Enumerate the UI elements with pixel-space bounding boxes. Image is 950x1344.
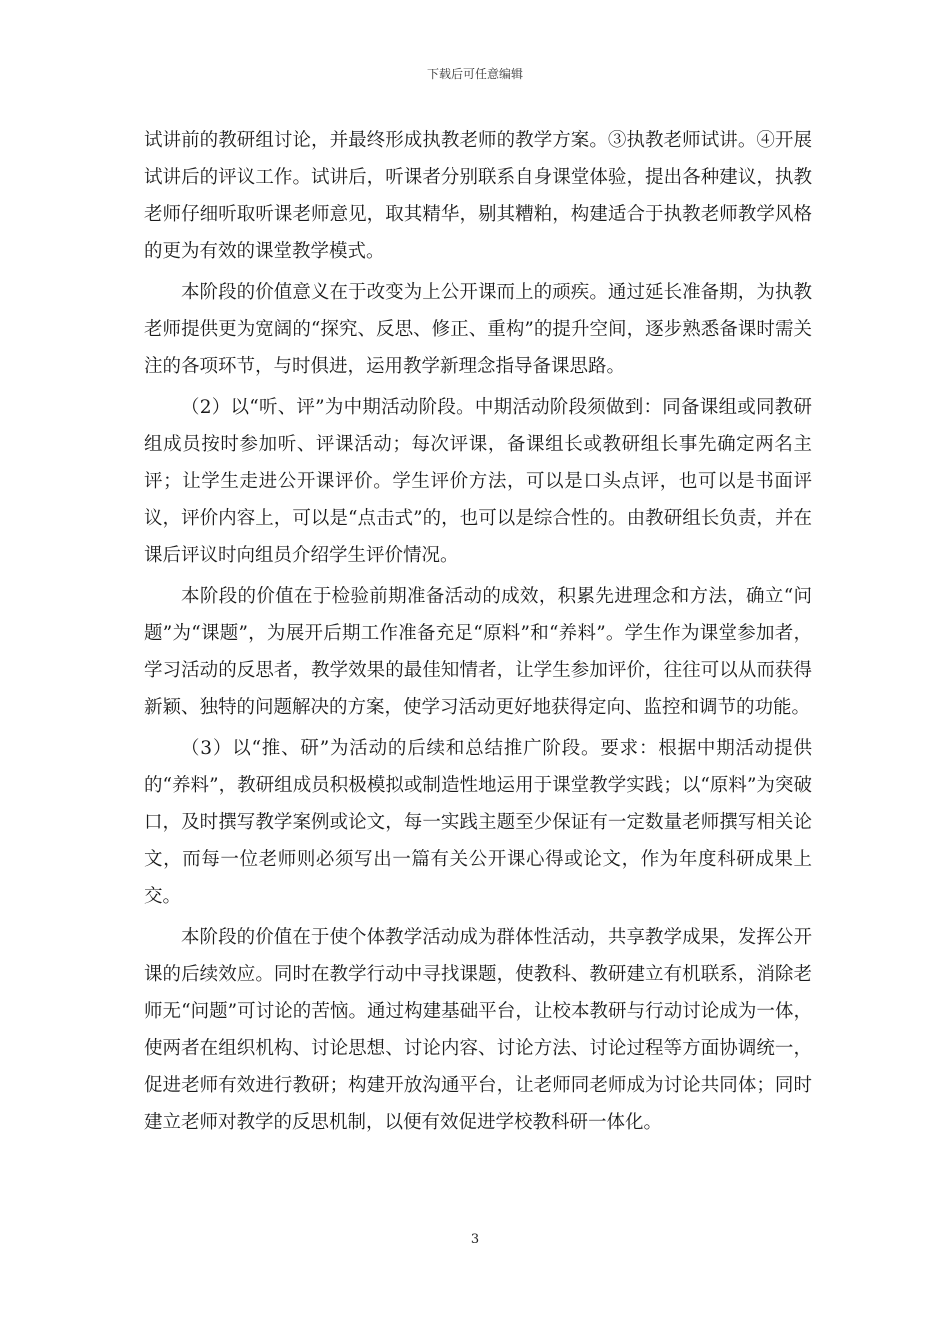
paragraph-mid-value: 本阶段的价值在于检验前期准备活动的成效，积累先进理念和方法，确立“问题”为“课题”，为展开后期工作准备充足“原料”和“养料”。学生作为课堂参加者，学习活动的反思者，教学效果的最佳知情者，让学生参加评价，往往可以从而获得新颖、独特的问题解决的方案，使学习活动更好地获得定向、监控和调节的功能。 xyxy=(144,586,812,718)
paragraph-final-value: 本阶段的价值在于使个体教学活动成为群体性活动，共享教学成果，发挥公开课的后续效应。同时在教学行动中寻找课题，使教科、教研建立有机联系，消除老师无“问题”可讨论的苦恼。通过构建基础平台，让校本教研与行动讨论成为一体，使两者在组织机构、讨论思想、讨论内容、讨论方法、讨论过程等方面协调统一，促进老师有效进行教研；构建开放沟通平台，让老师同老师成为讨论共同体；同时建立老师对教学的反思机制，以便有效促进学校教科研一体化。 xyxy=(144,927,812,1133)
paragraph-final-stage: （3）以“推、研”为活动的后续和总结推广阶段。要求：根据中期活动提供的“养料”，教研组成员积极模拟或制造性地运用于课堂教学实践；以“原料”为突破口，及时撰写教学案例或论文，每一实践主题至少保证有一定数量老师撰写相关论文，而每一位老师则必须写出一篇有关公开课心得或论文，作为年度科研成果上交。 xyxy=(144,738,812,907)
paragraph-mid-stage: （2）以“听、评”为中期活动阶段。中期活动阶段须做到：同备课组或同教研组成员按时参加听、评课活动；每次评课，备课组长或教研组长事先确定两名主评；让学生走进公开课评价。学生评价方法，可以是口头点评，也可以是书面评议，评价内容上，可以是“点击式”的，也可以是综合性的。由教研组长负责，并在课后评议时向组员介绍学生评价情况。 xyxy=(144,397,812,566)
paragraph-prep-value: 本阶段的价值意义在于改变为上公开课而上的顽疾。通过延长准备期，为执教老师提供更为宽阔的“探究、反思、修正、重构”的提升空间，逐步熟悉备课时需关注的各项环节，与时俱进，运用教学新理念指导备课思路。 xyxy=(144,282,812,377)
page-header: 下载后可任意编辑 xyxy=(426,67,523,81)
document-body xyxy=(144,122,812,1141)
paragraph-continuation: 试讲前的教研组讨论，并最终形成执教老师的教学方案。③执教老师试讲。④开展试讲后的评议工作。试讲后，听课者分别联系自身课堂体验，提出各种建议，执教老师仔细听取听课老师意见，取其精华，剔其糟粕，构建适合于执教老师教学风格的更为有效的课堂教学模式。 xyxy=(144,130,812,262)
page-number: 3 xyxy=(470,1232,480,1247)
